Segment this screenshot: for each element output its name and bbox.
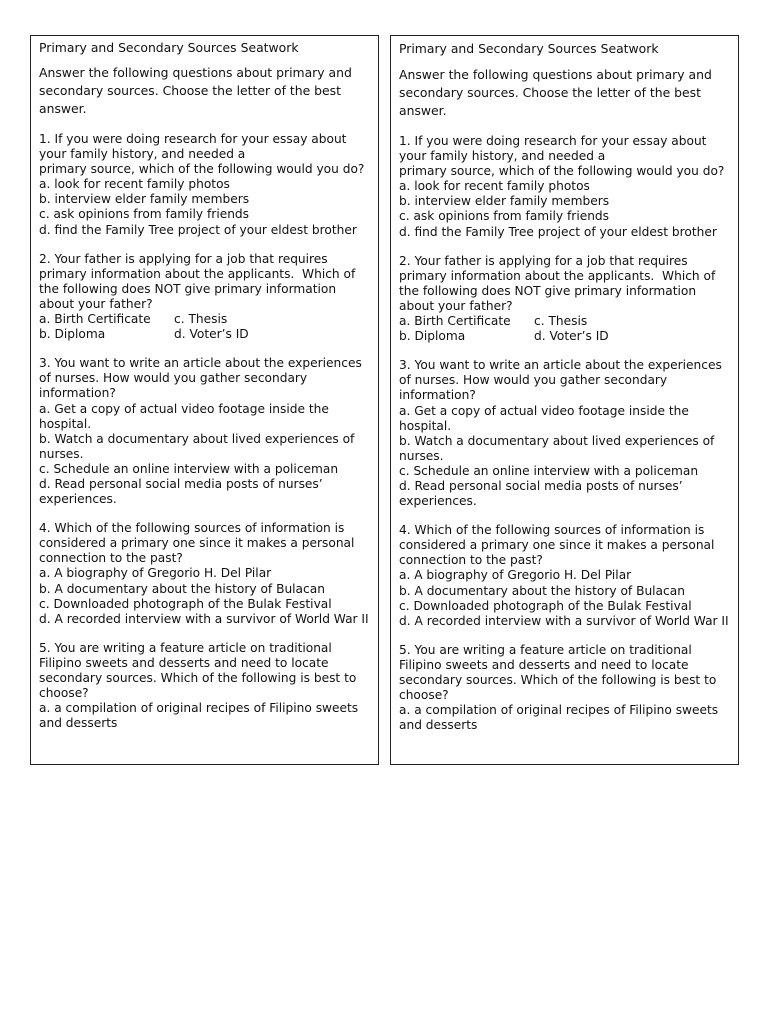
question-5-option-a: a. a compilation of original recipes of Filipino sweets and desserts (39, 701, 359, 731)
question-3-stem: 3. You want to write an article about the experiences of nurses. How would you gather secondary information? (399, 358, 726, 403)
question-2-option-d: d. Voter’s ID (174, 327, 249, 342)
question-5 (399, 643, 730, 734)
question-1-stem-line-2: primary source, which of the following would you do? (39, 162, 365, 177)
question-2-stem: 2. Your father is applying for a job that requires primary information about the applicants. Which of the following does NOT give primary information about your father? (39, 251, 360, 311)
question-2-option-b: b. Diploma (399, 329, 466, 344)
question-1-option-c: c. ask opinions from family friends (39, 207, 250, 222)
question-5-option-a: a. a compilation of original recipes of Filipino sweets and desserts (399, 703, 719, 733)
question-3-stem: 3. You want to write an article about the experiences of nurses. How would you gather secondary information? (39, 356, 366, 401)
question-1-option-d: d. find the Family Tree project of your eldest brother (399, 224, 717, 239)
question-5-stem: 5. You are writing a feature article on traditional Filipino sweets and desserts and need to locate secondary sources. Which of the following is best to choose? (39, 640, 361, 701)
question-2-option-d: d. Voter’s ID (534, 329, 609, 344)
question-1 (399, 134, 730, 240)
question-1-option-d: d. find the Family Tree project of your eldest brother (39, 222, 357, 237)
question-4-option-b: b. A documentary about the history of Bulacan (399, 583, 685, 598)
question-2-options-row-2 (39, 327, 370, 342)
question-1-stem-line-1: 1. If you were doing research for your essay about your family history, and needed a (399, 134, 711, 164)
question-2-option-a: a. Birth Certificate (399, 314, 511, 329)
worksheet-title: Primary and Secondary Sources Seatwork (39, 40, 299, 55)
worksheet-panel-right (390, 35, 739, 765)
question-1-stem-line-2: primary source, which of the following would you do? (399, 164, 725, 179)
question-2 (39, 252, 370, 343)
question-5 (39, 641, 370, 732)
question-4-stem: 4. Which of the following sources of information is considered a primary one since it makes a personal connection to the past? (399, 523, 719, 568)
question-2-options-row-1 (39, 312, 370, 327)
question-1-option-b: b. interview elder family members (39, 192, 250, 207)
question-3-option-d: d. Read personal social media posts of nurses’ experiences. (399, 478, 683, 509)
worksheet-title: Primary and Secondary Sources Seatwork (399, 41, 659, 56)
question-2 (399, 254, 730, 345)
worksheet-panel-left (30, 35, 379, 765)
question-2-options-row-2 (399, 329, 730, 344)
question-1-option-a: a. look for recent family photos (39, 177, 230, 192)
question-4-option-c: c. Downloaded photograph of the Bulak Festival (399, 598, 692, 613)
worksheet-instructions: Answer the following questions about primary and secondary sources. Choose the letter of the best answer. (399, 67, 712, 118)
question-3-option-d: d. Read personal social media posts of nurses’ experiences. (39, 476, 323, 507)
question-3-option-b: b. Watch a documentary about lived experiences of nurses. (39, 431, 355, 461)
question-3-option-b: b. Watch a documentary about lived experiences of nurses. (399, 433, 715, 463)
question-2-option-c: c. Thesis (534, 314, 588, 329)
question-1-stem-line-1: 1. If you were doing research for your essay about your family history, and needed a (39, 132, 351, 162)
question-4-option-c: c. Downloaded photograph of the Bulak Festival (39, 596, 332, 611)
question-4-stem: 4. Which of the following sources of information is considered a primary one since it makes a personal connection to the past? (39, 521, 359, 566)
question-3 (399, 358, 730, 509)
question-2-options-row-1 (399, 314, 730, 329)
question-2-stem: 2. Your father is applying for a job that requires primary information about the applicants. Which of the following does NOT give primary information about your father? (399, 253, 720, 313)
question-2-option-b: b. Diploma (39, 327, 106, 342)
question-4-option-d: d. A recorded interview with a survivor of World War II (39, 611, 369, 626)
question-3-option-c: c. Schedule an online interview with a policeman (39, 461, 339, 476)
question-1-option-b: b. interview elder family members (399, 194, 610, 209)
question-2-option-a: a. Birth Certificate (39, 312, 151, 327)
question-5-stem: 5. You are writing a feature article on traditional Filipino sweets and desserts and need to locate secondary sources. Which of the following is best to choose? (399, 642, 721, 703)
question-1 (39, 132, 370, 238)
question-4 (39, 521, 370, 627)
question-4-option-b: b. A documentary about the history of Bulacan (39, 581, 325, 596)
question-3-option-a: a. Get a copy of actual video footage inside the hospital. (39, 401, 329, 431)
question-3-option-c: c. Schedule an online interview with a policeman (399, 463, 699, 478)
worksheet-instructions: Answer the following questions about primary and secondary sources. Choose the letter of the best answer. (39, 65, 352, 116)
question-1-option-a: a. look for recent family photos (399, 179, 590, 194)
question-3-option-a: a. Get a copy of actual video footage inside the hospital. (399, 403, 689, 433)
question-4 (399, 523, 730, 629)
question-1-option-c: c. ask opinions from family friends (399, 209, 610, 224)
question-4-option-d: d. A recorded interview with a survivor of World War II (399, 613, 729, 628)
question-4-option-a: a. A biography of Gregorio H. Del Pilar (399, 568, 632, 583)
question-3 (39, 356, 370, 507)
question-2-option-c: c. Thesis (174, 312, 228, 327)
question-4-option-a: a. A biography of Gregorio H. Del Pilar (39, 566, 272, 581)
